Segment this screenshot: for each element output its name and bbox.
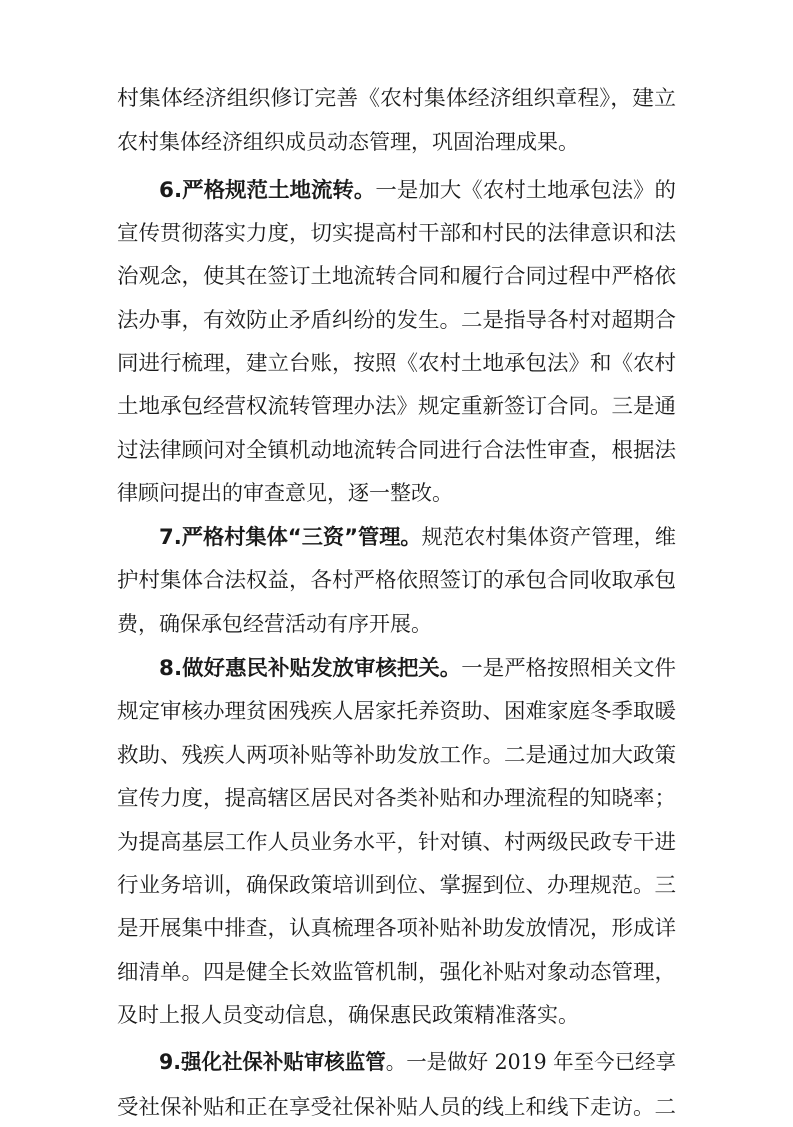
text-line bbox=[0, 1042, 793, 1082]
line-text bbox=[117, 604, 432, 644]
text-line bbox=[0, 256, 793, 296]
text-line bbox=[0, 386, 793, 426]
text-line bbox=[0, 865, 793, 905]
text-line bbox=[0, 213, 793, 253]
text-line bbox=[0, 560, 793, 600]
line-text bbox=[159, 648, 676, 688]
text-line bbox=[0, 822, 793, 862]
paragraph-text: 律顾问提出的审查意见，逐一整改。 bbox=[117, 481, 453, 505]
text-line bbox=[0, 430, 793, 470]
line-text bbox=[117, 822, 676, 862]
text-line bbox=[0, 1087, 793, 1127]
line-text bbox=[117, 343, 676, 383]
line-text bbox=[117, 122, 579, 162]
paragraph-text: 护村集体合法权益，各村严格依照签订的承包合同收取承包 bbox=[117, 568, 676, 592]
paragraph-text: 。一是做好 2019 年至今已经享 bbox=[385, 1050, 676, 1074]
text-line bbox=[0, 170, 793, 210]
line-text bbox=[117, 213, 676, 253]
text-line bbox=[0, 648, 793, 688]
section-heading: 7.严格村集体“三资”管理。 bbox=[159, 525, 422, 549]
line-text bbox=[117, 735, 676, 775]
line-text bbox=[117, 386, 676, 426]
paragraph-text: 一是加大《农村土地承包法》的 bbox=[375, 178, 676, 202]
paragraph-text: 农村集体经济组织成员动态管理，巩固治理成果。 bbox=[117, 130, 579, 154]
text-line bbox=[0, 300, 793, 340]
text-line bbox=[0, 995, 793, 1035]
text-line bbox=[0, 908, 793, 948]
section-heading: 6.严格规范土地流转。 bbox=[159, 178, 376, 202]
text-line bbox=[0, 122, 793, 162]
line-text bbox=[117, 256, 676, 296]
paragraph-text: 宣传力度，提高辖区居民对各类补贴和办理流程的知晓率； bbox=[117, 786, 676, 810]
paragraph-text: 法办事，有效防止矛盾纠纷的发生。二是指导各村对超期合 bbox=[117, 308, 676, 332]
line-text bbox=[117, 908, 676, 948]
paragraph-text: 村集体经济组织修订完善《农村集体经济组织章程》，建立 bbox=[117, 86, 676, 110]
paragraph-text: 一是严格按照相关文件 bbox=[461, 656, 676, 680]
line-text bbox=[117, 865, 676, 905]
line-text bbox=[117, 691, 676, 731]
text-line bbox=[0, 691, 793, 731]
line-text bbox=[117, 778, 676, 818]
section-heading: 8.做好惠民补贴发放审核把关。 bbox=[159, 656, 462, 680]
line-text bbox=[159, 517, 676, 557]
text-line bbox=[0, 517, 793, 557]
line-text bbox=[159, 170, 676, 210]
text-line bbox=[0, 343, 793, 383]
paragraph-text: 为提高基层工作人员业务水平，针对镇、村两级民政专干进 bbox=[117, 830, 676, 854]
line-text bbox=[159, 1042, 676, 1082]
paragraph-text: 同进行梳理，建立台账，按照《农村土地承包法》和《农村 bbox=[117, 351, 676, 375]
line-text bbox=[117, 995, 579, 1035]
paragraph-text: 治观念，使其在签订土地流转合同和履行合同过程中严格依 bbox=[117, 264, 676, 288]
section-heading: 9.强化社保补贴审核监管 bbox=[159, 1050, 386, 1074]
paragraph-text: 规定审核办理贫困残疾人居家托养资助、困难家庭冬季取暖 bbox=[117, 699, 676, 723]
line-text bbox=[117, 1087, 676, 1127]
text-line bbox=[0, 952, 793, 992]
text-line bbox=[0, 604, 793, 644]
paragraph-text: 土地承包经营权流转管理办法》规定重新签订合同。三是通 bbox=[117, 394, 676, 418]
paragraph-text: 细清单。四是健全长效监管机制，强化补贴对象动态管理， bbox=[117, 960, 676, 984]
line-text bbox=[117, 430, 676, 470]
paragraph-text: 受社保补贴和正在享受社保补贴人员的线上和线下走访。二 bbox=[117, 1095, 676, 1119]
paragraph-text: 救助、残疾人两项补贴等补助发放工作。二是通过加大政策 bbox=[117, 743, 676, 767]
line-text bbox=[117, 560, 676, 600]
text-line bbox=[0, 473, 793, 513]
line-text bbox=[117, 300, 676, 340]
paragraph-text: 及时上报人员变动信息，确保惠民政策精准落实。 bbox=[117, 1003, 579, 1027]
line-text bbox=[117, 473, 453, 513]
paragraph-text: 过法律顾问对全镇机动地流转合同进行合法性审查，根据法 bbox=[117, 438, 676, 462]
text-line bbox=[0, 735, 793, 775]
text-line bbox=[0, 78, 793, 118]
paragraph-text: 行业务培训，确保政策培训到位、掌握到位、办理规范。三 bbox=[117, 873, 676, 897]
line-text bbox=[117, 78, 676, 118]
paragraph-text: 费，确保承包经营活动有序开展。 bbox=[117, 612, 432, 636]
line-text bbox=[117, 952, 676, 992]
paragraph-text: 规范农村集体资产管理，维 bbox=[421, 525, 676, 549]
text-line bbox=[0, 778, 793, 818]
paragraph-text: 宣传贯彻落实力度，切实提高村干部和村民的法律意识和法 bbox=[117, 221, 676, 245]
paragraph-text: 是开展集中排查，认真梳理各项补贴补助发放情况，形成详 bbox=[117, 916, 676, 940]
